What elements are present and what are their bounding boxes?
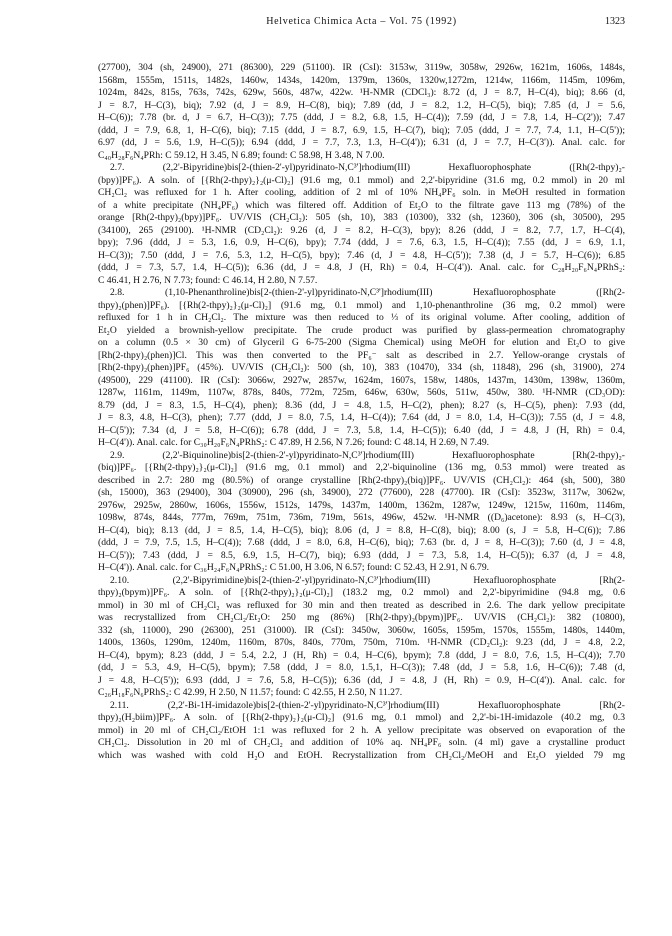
page-header [98, 16, 625, 32]
text-line: orange [Rh(2-thpy)₂(bpy)]PF₆. UV/VIS (CH₂Cl₂): 505 (sh, 10), 383 (10300), 332 (sh, 12360), 306 (sh, 30500), 295 [98, 212, 625, 223]
text-line: described in 2.7: 280 mg (80.5%) of orange crystalline [Rh(2-thpy)₂(biq)]PF₆. UV/VIS (CH₂Cl₂): 464 (sh, 500), 380 [98, 474, 625, 486]
text-line: H–C(3)); 7.50 (ddd, J = 7.6, 5.3, 1.2, H–C(5), bpy); 7.46 (d, J = 4.8, H–C(5')); 7.38 (d, J = 5.7, H–C(6)); 6.85 [98, 249, 625, 261]
text-line: on a column (0.5 × 30 cm) of Glyceril G 6-75-200 (Sigma Chemical) using MeOH for elution and Et₂O to give [98, 337, 625, 348]
text-line: (27700), 304 (sh, 24900), 271 (86300), 229 (51100). IR (CsI): 3153w, 3119w, 3058w, 2926w, 1621m, 1606s, 1484s, [98, 62, 625, 73]
text-line: C₂₆H₁₈F₆N₆PRhS₂: C 42.99, H 2.50, N 11.57; found: C 42.55, H 2.50, N 11.27. [98, 687, 403, 698]
text-line: H–C(4')). Anal. calc. for C₃₀H₂₀F₆N₄PRhS₂: C 47.89, H 2.56, N 7.26; found: C 48.14, H 2.69, N 7.49. [98, 437, 490, 448]
text-line: mmol) in 20 ml of CH₂Cl₂/EtOH 1:1 was refluxed for 2 h. A yellow precipitate was observed on evaporation of the [98, 724, 625, 736]
text-line: (biq)]PF₆. [{Rh(2-thpy)₂}₂(μ-Cl)₂] (91.6 mg, 0.1 mmol) and 2,2'-biquinoline (136 mg, 0.53 mmol) were treated as [98, 462, 625, 473]
text-line: H–C(4), biq); 8.13 (dd, J = 8.5, 1.4, H–C(5), biq); 8.06 (d, J = 8.8, H–C(8), biq); 8.00 (s, J = 5.8, H–C(6)); 7.86 [98, 524, 625, 536]
paragraph [98, 62, 625, 162]
text-line: H–C(6)); 7.78 (br. d, J = 6.7, H–C(3)); 7.75 (ddd, J = 8.2, 6.8, 1.5, H–C(4)); 7.59 (dd, J = 7.8, 1.4, H–C(2')); 7.47 [98, 112, 625, 123]
text-line: 2.10. (2,2'-Bipyrimidine)bis[2-(thien-2'-yl)pyridinato-N,C³']rhodium(III) Hexafluorophosphate [Rh(2- [110, 574, 625, 586]
text-line: (ddd, J = 7.9, 7.5, 1.5, H–C(4)); 7.68 (ddd, J = 8.0, 6.8, H–C(6), biq); 7.63 (br. d, J = 8, H–C(3)); 7.60 (d, J = 4.8, [98, 537, 625, 548]
text-line: 2.9. (2,2'-Biquinoline)bis[2-(thien-2'-yl)pyridinato-N,C³']rhodium(III) Hexafluorophosphate [Rh(2-thpy)₂- [110, 449, 625, 461]
text-line: Et₂O yielded a brownish-yellow precipitate. The crude product was purified by glass-permeation chromatography [98, 324, 625, 336]
paragraph [98, 287, 625, 450]
text-line: refluxed for 1 h in CH₂Cl₂. The mixture was then reduced to ⅓ of its original volume. After cooling, addition of [98, 312, 625, 323]
paragraph [98, 575, 625, 700]
text-line: C₄₀H₂₈F₆N₄PRh: C 59.12, H 3.45, N 6.89; found: C 58.98, H 3.48, N 7.00. [98, 149, 385, 161]
text-line: 1400s, 1360s, 1290m, 1240m, 1160m, 870s, 840s, 770m, 750m, 710m. ¹H-NMR (CD₂Cl₂): 9.23 (dd, J = 4.8, 2.2, [98, 637, 625, 648]
text-line: [Rh(2-thpy)₂(phen)]PF₆ (45%). UV/VIS (CH₂Cl₂): 500 (sh, 10), 383 (10470), 334 (sh, 11848), 296 (sh, 31900), 274 [98, 362, 625, 373]
text-line: (34100), 265 (29100). ¹H-NMR (CD₂Cl₂): 9.26 (d, J = 8.2, H–C(3), bpy); 8.26 (ddd, J = 8.2, 7.7, 1.7, H–C(4), [98, 224, 625, 236]
text-line: bpy); 7.96 (ddd, J = 5.3, 1.6, 0.9, H–C(6), bpy); 7.74 (ddd, J = 7.6, 6.3, 1.5, H–C(4)); 7.55 (dd, J = 6.9, 1.1, [98, 237, 625, 248]
text-line: 6.97 (dd, J = 5.6, 1.9, H–C(5)); 6.94 (ddd, J = 7.7, 7.3, 1.3, H–C(4')); 6.31 (d, J = 7.7, H–C(3')). Anal. calc. for [98, 137, 625, 148]
text-line: (dd, J = 5.3, 4.9, H–C(5), bpym); 7.58 (ddd, J = 8.0, 1.5,1, H–C(3)); 7.48 (dd, J = 5.8, 1.6, H–C(6)); 7.48 (d, [98, 662, 625, 673]
text-line: CH₂Cl₂ was refluxed for 1 h. After cooling, addition of 2 ml of 10% NH₄PF₆ soln. in MeOH resulted in formation [98, 187, 625, 198]
text-line: (sh, 15000), 363 (29400), 304 (30900), 296 (sh, 34900), 272 (77600), 228 (47700). IR (CsI): 3523w, 3117w, 3062w, [98, 487, 625, 498]
text-line: 2.8. (1,10-Phenanthroline)bis[2-(thien-2'-yl)pyridinato-N,C³']rhodium(III) Hexafluorophosphate ([Rh(2- [110, 287, 625, 298]
paragraph [98, 700, 625, 763]
text-line: 1024m, 842s, 815s, 763s, 742s, 629w, 560s, 487w, 422w. ¹H-NMR (CDCl₃): 8.72 (d, J = 8.7, H–C(4), biq); 8.66 (d, [98, 87, 625, 98]
article-body [98, 62, 625, 762]
text-line: mmol) in 30 ml of CH₂Cl₂ was refluxed for 30 min and then treated as described in 2.6. The dark yellow precipitate [98, 599, 625, 611]
text-line: J = 8.3, 4.8, H–C(3), phen); 7.77 (ddd, J = 8.0, 7.5, 1.4, H–C(4)); 7.64 (dd, J = 8.0, 1.4, H–C(3)); 7.55 (d, J = 4.8, [98, 412, 625, 423]
text-line: 1568m, 1555m, 1511s, 1482s, 1460w, 1434s, 1420m, 1379m, 1360s, 1320w,1272m, 1214w, 1166m, 1145m, 1096m, [98, 74, 625, 86]
text-line: 2.7. (2,2'-Bipyridine)bis[2-(thien-2'-yl)pyridinato-N,C³']rhodium(III) Hexafluorophosphate ([Rh(2-thpy)₂- [110, 162, 625, 173]
text-line: 2.11. (2,2'-Bi-1H-imidazole)bis[2-(thien-2'-yl)pyridinato-N,C³']rhodium(III) Hexafluorophosphate [Rh(2- [110, 699, 625, 711]
page-number: 1323 [605, 16, 625, 27]
text-line: was recrystallized from CH₂Cl₂/Et₂O: 250 mg (86%) [Rh(2-thpy)₂(bpym)]PF₆. UV/VIS (CH₂Cl₂): 382 (10800), [98, 612, 625, 623]
text-line: (bpy)]PF₆). A soln. of [{Rh(2-thpy)₂}₂(μ-Cl)₂] (91.6 mg, 0.1 mmol) and 2,2'-bipyridine (31.6 mg, 0.2 mmol) in 20 ml [98, 174, 625, 186]
text-line: J = 8.7, H–C(3), biq); 7.92 (d, J = 8.9, H–C(8), biq); 7.89 (dd, J = 8.2, 1.2, H–C(5), biq); 7.85 (d, J = 5.6, [98, 99, 625, 111]
text-line: (ddd, J = 7.9, 6.8, 1, H–C(6), biq); 7.15 (ddd, J = 8.7, 6.9, 1.5, H–C(7), biq); 7.05 (ddd, J = 7.7, 7.4, 1.1, H–C(5')); [98, 124, 625, 136]
text-line: which was washed with cold H₂O and EtOH. Recrystallization from CH₂Cl₂/MeOH and Et₂O yielded 79 mg [98, 749, 625, 761]
text-line: H–C(4), bpym); 8.23 (ddd, J = 5.4, 2.2, J (H, Rh) = 0.4, H–C(6), bpym); 7.8 (ddd, J = 8.0, 7.6, 1.5, H–C(4)); 7.70 [98, 649, 625, 661]
text-line: C 46.41, H 2.76, N 7.73; found: C 46.14, H 2.80, N 7.57. [98, 274, 318, 286]
text-line: H–C(5')); 7.43 (ddd, J = 8.5, 6.9, 1.5, H–C(7), biq); 6.93 (ddd, J = 7.3, 5.8, 1.4, H–C(5)); 6.37 (d, J = 4.8, [98, 549, 625, 561]
text-line: J = 4.8, H–C(5')); 6.93 (ddd, J = 7.6, 5.8, H–C(5)); 6.36 (dd, J = 4.8, J (H, Rh) = 0.9, H–C(4')). Anal. calc. for [98, 674, 625, 686]
paragraph [98, 450, 625, 575]
text-line: 1287w, 1161m, 1149m, 1107w, 878s, 840s, 772m, 725m, 646w, 630w, 560s, 511w, 450w, 380. ¹H-NMR (CD₃OD): [98, 387, 625, 398]
text-line: 1098w, 874s, 844s, 777m, 769m, 751m, 736m, 719m, 561s, 496w, 452w. ¹H-NMR ((D₆)acetone): 8.93 (s, H–C(3), [98, 512, 625, 523]
text-line: [Rh(2-thpy)₂(phen)]Cl. This was then converted to the PF₆⁻ salt as described in 2.7. Yellow-orange crystals of [98, 349, 625, 361]
text-line: thpy)₂(H₂biim)]PF₆. A soln. of [{Rh(2-thpy)₂}₂(μ-Cl)₂] (91.6 mg, 0.1 mmol) and 2,2'-bi-1H-imidazole (40.2 mg, 0.3 [98, 712, 625, 723]
text-line: (ddd, J = 7.3, 5.7, 1.4, H–C(5)); 6.36 (dd, J = 4.8, J (H, Rh) = 0.4, H–C(4')). Anal. calc. for C₂₈H₂₀F₆N₄PRhS₂: [98, 262, 625, 273]
text-line: thpy)₂(bpym)]PF₆. A soln. of [{Rh(2-thpy)₂}₂(μ-Cl)₂] (183.2 mg, 0.2 mmol) and 2,2'-bipyrimidine (94.8 mg, 0.6 [98, 587, 625, 598]
paragraph [98, 162, 625, 287]
running-head: Helvetica Chimica Acta – Vol. 75 (1992) [266, 16, 457, 27]
text-line: H–C(4')). Anal. calc. for C₃₆H₂₄F₆N₄PRhS₂: C 51.00, H 3.06, N 6.57; found: C 52.43, H 2.91, N 6.79. [98, 562, 490, 573]
text-line: (49500), 229 (41100). IR (CsI): 3066w, 2927w, 2857w, 1624m, 1607s, 158w, 1480s, 1437m, 1430m, 1398w, 1360m, [98, 374, 625, 386]
text-line: CH₂Cl₂. Dissolution in 20 ml of CH₂Cl₂ and addition of 10% aq. NH₄PF₆ soln. (4 ml) gave a crystalline product [98, 737, 625, 748]
text-line: of a white precipitate (NH₄PF₆) which was filtered off. Addition of Et₂O to the filtrate gave 113 mg (78%) of the [98, 199, 625, 211]
text-line: 2976w, 2925w, 2860w, 1606s, 1556w, 1512s, 1479s, 1437m, 1400m, 1362m, 1287w, 1249w, 1215w, 1160m, 1146m, [98, 499, 625, 511]
text-line: H–C(5')); 7.34 (d, J = 5.8, H–C(6)); 6.78 (ddd, J = 7.3, 5.8, 1.4, H–C(5)); 6.40 (dd, J = 4.8, J (H, Rh) = 0.4, [98, 424, 625, 436]
text-line: thpy)₂(phen)]PF₆). [{Rh(2-thpy)₂}₂(μ-Cl)₂] (91.6 mg, 0.1 mmol) and 1,10-phenanthroline (36 mg, 0.2 mmol) were [98, 299, 625, 311]
text-line: 332 (sh, 11000), 290 (26300), 251 (31000). IR (CsI): 3450w, 3060w, 1605s, 1595m, 1570s, 1555m, 1480s, 1440m, [98, 624, 625, 636]
text-line: 8.79 (dd, J = 8.3, 1.5, H–C(4), phen); 8.36 (dd, J = 4.8, 1.5, H–C(2), phen); 8.27 (s, H–C(5), phen): 7.93 (dd, [98, 399, 625, 411]
